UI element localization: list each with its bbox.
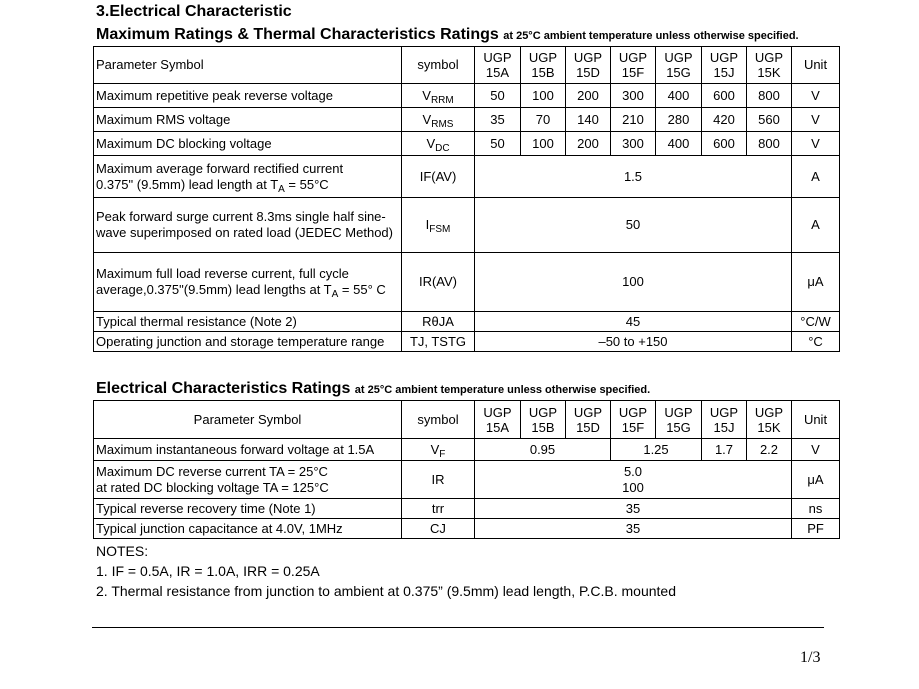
value-cell: 70 <box>521 108 566 132</box>
value-cell: 600 <box>702 132 747 156</box>
part-suffix: 15J <box>713 419 735 435</box>
unit-cell: V <box>792 132 840 156</box>
param-sub: A <box>278 183 285 195</box>
max-ratings-heading <box>96 26 799 44</box>
unit-header: Unit <box>792 47 840 84</box>
param-line: Maximum DC reverse current TA = 25°C <box>96 463 328 479</box>
part-prefix: UGP <box>709 404 739 420</box>
symbol-main: V <box>430 441 440 457</box>
param-cell: Operating junction and storage temperature range <box>94 332 402 352</box>
unit-cell: °C <box>792 332 840 352</box>
table-header-row <box>94 401 840 439</box>
part-suffix: 15K <box>757 419 781 435</box>
part-prefix: UGP <box>664 50 693 65</box>
max-ratings-heading-note: at 25°C ambient temperature unless otherwise specified. <box>503 30 799 42</box>
symbol-cell: IR <box>402 461 475 499</box>
footer-rule <box>92 627 824 628</box>
part-header <box>656 47 702 84</box>
param-cell: Typical thermal resistance (Note 2) <box>94 312 402 332</box>
unit-cell: μA <box>792 253 840 312</box>
param-cell: Maximum RMS voltage <box>94 108 402 132</box>
param-header: Parameter Symbol <box>94 401 402 439</box>
part-prefix: UGP <box>573 50 603 65</box>
part-suffix: 15D <box>576 65 600 80</box>
value-cell: 1.25 <box>611 439 702 461</box>
part-prefix: UGP <box>754 404 784 420</box>
notes <box>96 541 676 601</box>
unit-cell: ns <box>792 499 840 519</box>
part-header <box>656 401 702 439</box>
value-cell: 200 <box>566 132 611 156</box>
table-row <box>94 198 840 253</box>
value-cell: 400 <box>656 84 702 108</box>
max-ratings-heading-text: Maximum Ratings & Thermal Characteristics Ratings <box>96 26 499 43</box>
value-cell: 210 <box>611 108 656 132</box>
elec-table <box>93 400 840 539</box>
part-header <box>702 47 747 84</box>
table-row <box>94 84 840 108</box>
param-header: Parameter Symbol <box>94 47 402 84</box>
section-title: 3.Electrical Characteristic <box>96 3 292 20</box>
part-prefix: UGP <box>618 50 648 65</box>
value-cell: 1.7 <box>702 439 747 461</box>
value-cell: 560 <box>747 108 792 132</box>
unit-header: Unit <box>792 401 840 439</box>
part-prefix: UGP <box>709 50 739 65</box>
symbol-cell: IF(AV) <box>402 156 475 198</box>
notes-title: NOTES: <box>96 543 149 559</box>
table-row <box>94 519 840 539</box>
value-cell: 420 <box>702 108 747 132</box>
param-cell: Typical reverse recovery time (Note 1) <box>94 499 402 519</box>
value-cell: 600 <box>702 84 747 108</box>
symbol-cell <box>402 84 475 108</box>
value-cell: 200 <box>566 84 611 108</box>
part-prefix: UGP <box>528 50 558 65</box>
value-cell <box>475 461 792 499</box>
part-header <box>521 401 566 439</box>
table-row <box>94 108 840 132</box>
unit-cell: V <box>792 84 840 108</box>
note-item: 2. Thermal resistance from junction to ambient at 0.375” (9.5mm) lead length, P.C.B. mounted <box>96 583 676 599</box>
table-row <box>94 332 840 352</box>
param-line-end: = 55° C <box>338 282 386 297</box>
part-suffix: 15J <box>713 65 735 80</box>
param-cell: Maximum repetitive peak reverse voltage <box>94 84 402 108</box>
table-row <box>94 132 840 156</box>
param-line: 0.375" (9.5mm) lead length at T <box>96 176 279 192</box>
part-header <box>475 47 521 84</box>
value-cell: –50 to +150 <box>475 332 792 352</box>
symbol-header: symbol <box>402 401 475 439</box>
part-header <box>702 401 747 439</box>
part-suffix: 15F <box>621 65 645 80</box>
part-suffix: 15A <box>485 65 510 80</box>
value-cell: 0.95 <box>475 439 611 461</box>
symbol-cell <box>402 108 475 132</box>
symbol-sub: RRM <box>430 94 454 106</box>
unit-cell: A <box>792 198 840 253</box>
table-row <box>94 439 840 461</box>
value-cell: 45 <box>475 312 792 332</box>
part-header <box>521 47 566 84</box>
unit-cell: V <box>792 439 840 461</box>
value-cell: 35 <box>475 499 792 519</box>
part-header <box>566 401 611 439</box>
param-cell: Maximum instantaneous forward voltage at 1.5A <box>94 439 402 461</box>
part-suffix: 15G <box>666 65 691 80</box>
unit-cell: μA <box>792 461 840 499</box>
param-cell: Typical junction capacitance at 4.0V, 1MHz <box>94 519 402 539</box>
param-line: at rated DC blocking voltage TA = 125°C <box>96 479 329 495</box>
value-cell: 800 <box>747 132 792 156</box>
part-suffix: 15G <box>666 419 691 435</box>
part-prefix: UGP <box>483 50 512 65</box>
part-suffix: 15K <box>757 65 781 80</box>
symbol-main: I <box>425 217 430 232</box>
value-cell: 2.2 <box>747 439 792 461</box>
value-cell: 35 <box>475 108 521 132</box>
param-line-end: = 55°C <box>284 176 329 192</box>
elec-heading-text: Electrical Characteristics Ratings <box>96 380 351 397</box>
page-number: 1/3 <box>800 649 821 666</box>
param-sub: A <box>331 289 339 300</box>
symbol-cell: trr <box>402 499 475 519</box>
value-line: 5.0 <box>623 463 643 479</box>
unit-cell: °C/W <box>792 312 840 332</box>
part-suffix: 15D <box>576 419 600 435</box>
symbol-main: V <box>422 87 431 103</box>
param-line: Maximum average forward rectified current <box>96 160 344 176</box>
part-prefix: UGP <box>573 404 603 420</box>
part-prefix: UGP <box>754 50 784 65</box>
value-cell: 800 <box>747 84 792 108</box>
param-cell: Maximum DC blocking voltage <box>94 132 402 156</box>
value-cell: 300 <box>611 84 656 108</box>
symbol-cell <box>402 439 475 461</box>
symbol-cell: RθJA <box>402 312 475 332</box>
symbol-sub: FSM <box>429 224 451 235</box>
part-prefix: UGP <box>483 404 512 420</box>
value-cell: 1.5 <box>475 156 792 198</box>
value-cell: 140 <box>566 108 611 132</box>
part-header <box>475 401 521 439</box>
unit-cell: V <box>792 108 840 132</box>
part-prefix: UGP <box>618 404 648 420</box>
elec-heading <box>96 380 650 398</box>
unit-cell: A <box>792 156 840 198</box>
note-item: 1. IF = 0.5A, IR = 1.0A, IRR = 0.25A <box>96 563 320 579</box>
part-suffix: 15F <box>621 419 645 435</box>
value-cell: 100 <box>521 84 566 108</box>
part-header <box>566 47 611 84</box>
symbol-sub: RMS <box>431 118 454 130</box>
part-suffix: 15B <box>531 419 555 435</box>
part-prefix: UGP <box>528 404 558 420</box>
elec-heading-note: at 25°C ambient temperature unless otherwise specified. <box>354 384 651 396</box>
part-header <box>611 47 656 84</box>
value-cell: 50 <box>475 198 792 253</box>
param-line: Maximum full load reverse current, full cycle average,0.375"(9.5mm) lead lengths at T <box>96 266 349 297</box>
table-row <box>94 461 840 499</box>
part-header <box>747 401 792 439</box>
part-suffix: 15B <box>531 65 555 80</box>
part-header <box>611 401 656 439</box>
symbol-cell: TJ, TSTG <box>402 332 475 352</box>
symbol-header: symbol <box>402 47 475 84</box>
value-line: 100 <box>622 479 644 495</box>
symbol-cell <box>402 198 475 253</box>
table-row <box>94 253 840 312</box>
param-cell: Peak forward surge current 8.3ms single half sine-wave superimposed on rated load (JEDEC Method) <box>94 198 402 253</box>
table-row <box>94 499 840 519</box>
table-row <box>94 312 840 332</box>
symbol-cell: CJ <box>402 519 475 539</box>
part-header <box>747 47 792 84</box>
param-cell <box>94 253 402 312</box>
value-cell: 400 <box>656 132 702 156</box>
symbol-sub: DC <box>435 142 450 154</box>
param-cell <box>94 156 402 198</box>
table-row <box>94 156 840 198</box>
value-cell: 35 <box>475 519 792 539</box>
value-cell: 280 <box>656 108 702 132</box>
symbol-cell <box>402 132 475 156</box>
value-cell: 100 <box>521 132 566 156</box>
symbol-sub: F <box>439 448 446 460</box>
symbol-main: V <box>422 111 432 127</box>
max-ratings-table <box>93 46 840 352</box>
symbol-main: V <box>426 135 436 151</box>
value-cell: 50 <box>475 84 521 108</box>
unit-cell: PF <box>792 519 840 539</box>
part-suffix: 15A <box>485 419 510 435</box>
value-cell: 50 <box>475 132 521 156</box>
value-cell: 100 <box>475 253 792 312</box>
param-cell <box>94 461 402 499</box>
symbol-cell: IR(AV) <box>402 253 475 312</box>
value-cell: 300 <box>611 132 656 156</box>
table-header-row <box>94 47 840 84</box>
part-prefix: UGP <box>664 404 693 420</box>
